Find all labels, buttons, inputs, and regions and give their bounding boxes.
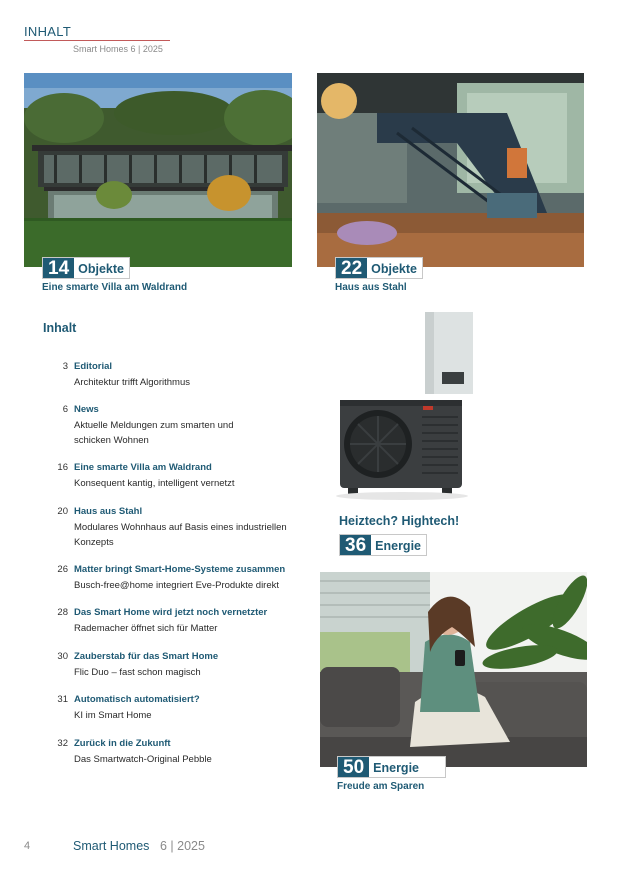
toc-item-title: Matter bringt Smart-Home-Systeme zusammen	[74, 564, 286, 575]
toc-item-desc: Das Smartwatch-Original Pebble	[74, 754, 212, 765]
toc-item-desc: Busch-free@home integriert Eve-Produkte direkt	[74, 580, 280, 591]
toc-page-number: 26	[57, 564, 68, 575]
toc-page-number: 31	[57, 694, 68, 705]
feature-category: Energie	[375, 539, 421, 553]
toc-item-title: Eine smarte Villa am Waldrand	[74, 462, 212, 473]
toc-item-title: Zurück in die Zukunft	[74, 738, 171, 749]
issue-number: 6 | 2025	[160, 839, 205, 853]
toc-page-number: 16	[57, 462, 68, 473]
feature-category: Objekte	[371, 262, 417, 276]
feature-number: 22	[336, 258, 367, 278]
woman-on-sofa-photo[interactable]	[320, 572, 587, 767]
feature-caption[interactable]: Freude am Sparen	[337, 781, 425, 792]
toc-page-number: 28	[57, 607, 68, 618]
feature-badge-22[interactable]	[335, 257, 423, 279]
header-subline: Smart Homes 6 | 2025	[73, 44, 163, 54]
steel-house-interior-photo[interactable]	[317, 73, 584, 267]
toc-item-title: Haus aus Stahl	[74, 506, 143, 517]
toc-title: Inhalt	[43, 321, 77, 335]
toc-item-title: Editorial	[74, 361, 113, 372]
toc-page-number: 3	[62, 361, 68, 372]
page-number: 4	[24, 840, 31, 852]
feature-category: Objekte	[78, 262, 124, 276]
toc-item-desc: Architektur trifft Algorithmus	[74, 377, 190, 388]
feature-category: Energie	[373, 761, 419, 775]
toc-item-desc: Konsequent kantig, intelligent vernetzt	[74, 478, 235, 489]
feature-caption[interactable]: Haus aus Stahl	[335, 282, 407, 293]
toc-item-title: Automatisch automatisiert?	[74, 694, 200, 705]
feature-badge-14[interactable]	[42, 257, 130, 279]
toc-page-number: 6	[62, 404, 68, 415]
feature-badge-36[interactable]	[339, 534, 427, 556]
feature-badge-50[interactable]	[337, 756, 446, 778]
toc-item-desc: Aktuelle Meldungen zum smarten und schicken Wohnen	[74, 420, 234, 446]
feature-number: 14	[43, 258, 74, 278]
toc-item-desc: KI im Smart Home	[74, 710, 152, 721]
heat-pump-photo[interactable]	[330, 308, 480, 503]
header-rule	[24, 40, 170, 41]
feature-number: 36	[340, 535, 371, 555]
toc-item-title: Das Smart Home wird jetzt noch vernetzter	[74, 607, 268, 618]
toc-item-desc: Modulares Wohnhaus auf Basis eines industriellen Konzepts	[74, 522, 287, 548]
villa-photo[interactable]	[24, 73, 292, 267]
magazine-name: Smart Homes	[73, 839, 150, 853]
feature-caption[interactable]: Eine smarte Villa am Waldrand	[42, 282, 188, 293]
feature-number: 50	[338, 757, 369, 777]
toc-item-title: News	[74, 404, 99, 415]
section-label: INHALT	[24, 24, 72, 39]
toc-page-number: 20	[57, 506, 68, 517]
toc-item-desc: Rademacher öffnet sich für Matter	[74, 623, 218, 634]
toc-item-title: Zauberstab für das Smart Home	[74, 651, 219, 662]
toc-item-desc: Flic Duo – fast schon magisch	[74, 667, 201, 678]
toc-page-number: 32	[57, 738, 68, 749]
toc-page-number: 30	[57, 651, 68, 662]
feature-caption[interactable]: Heiztech? Hightech!	[339, 514, 460, 528]
